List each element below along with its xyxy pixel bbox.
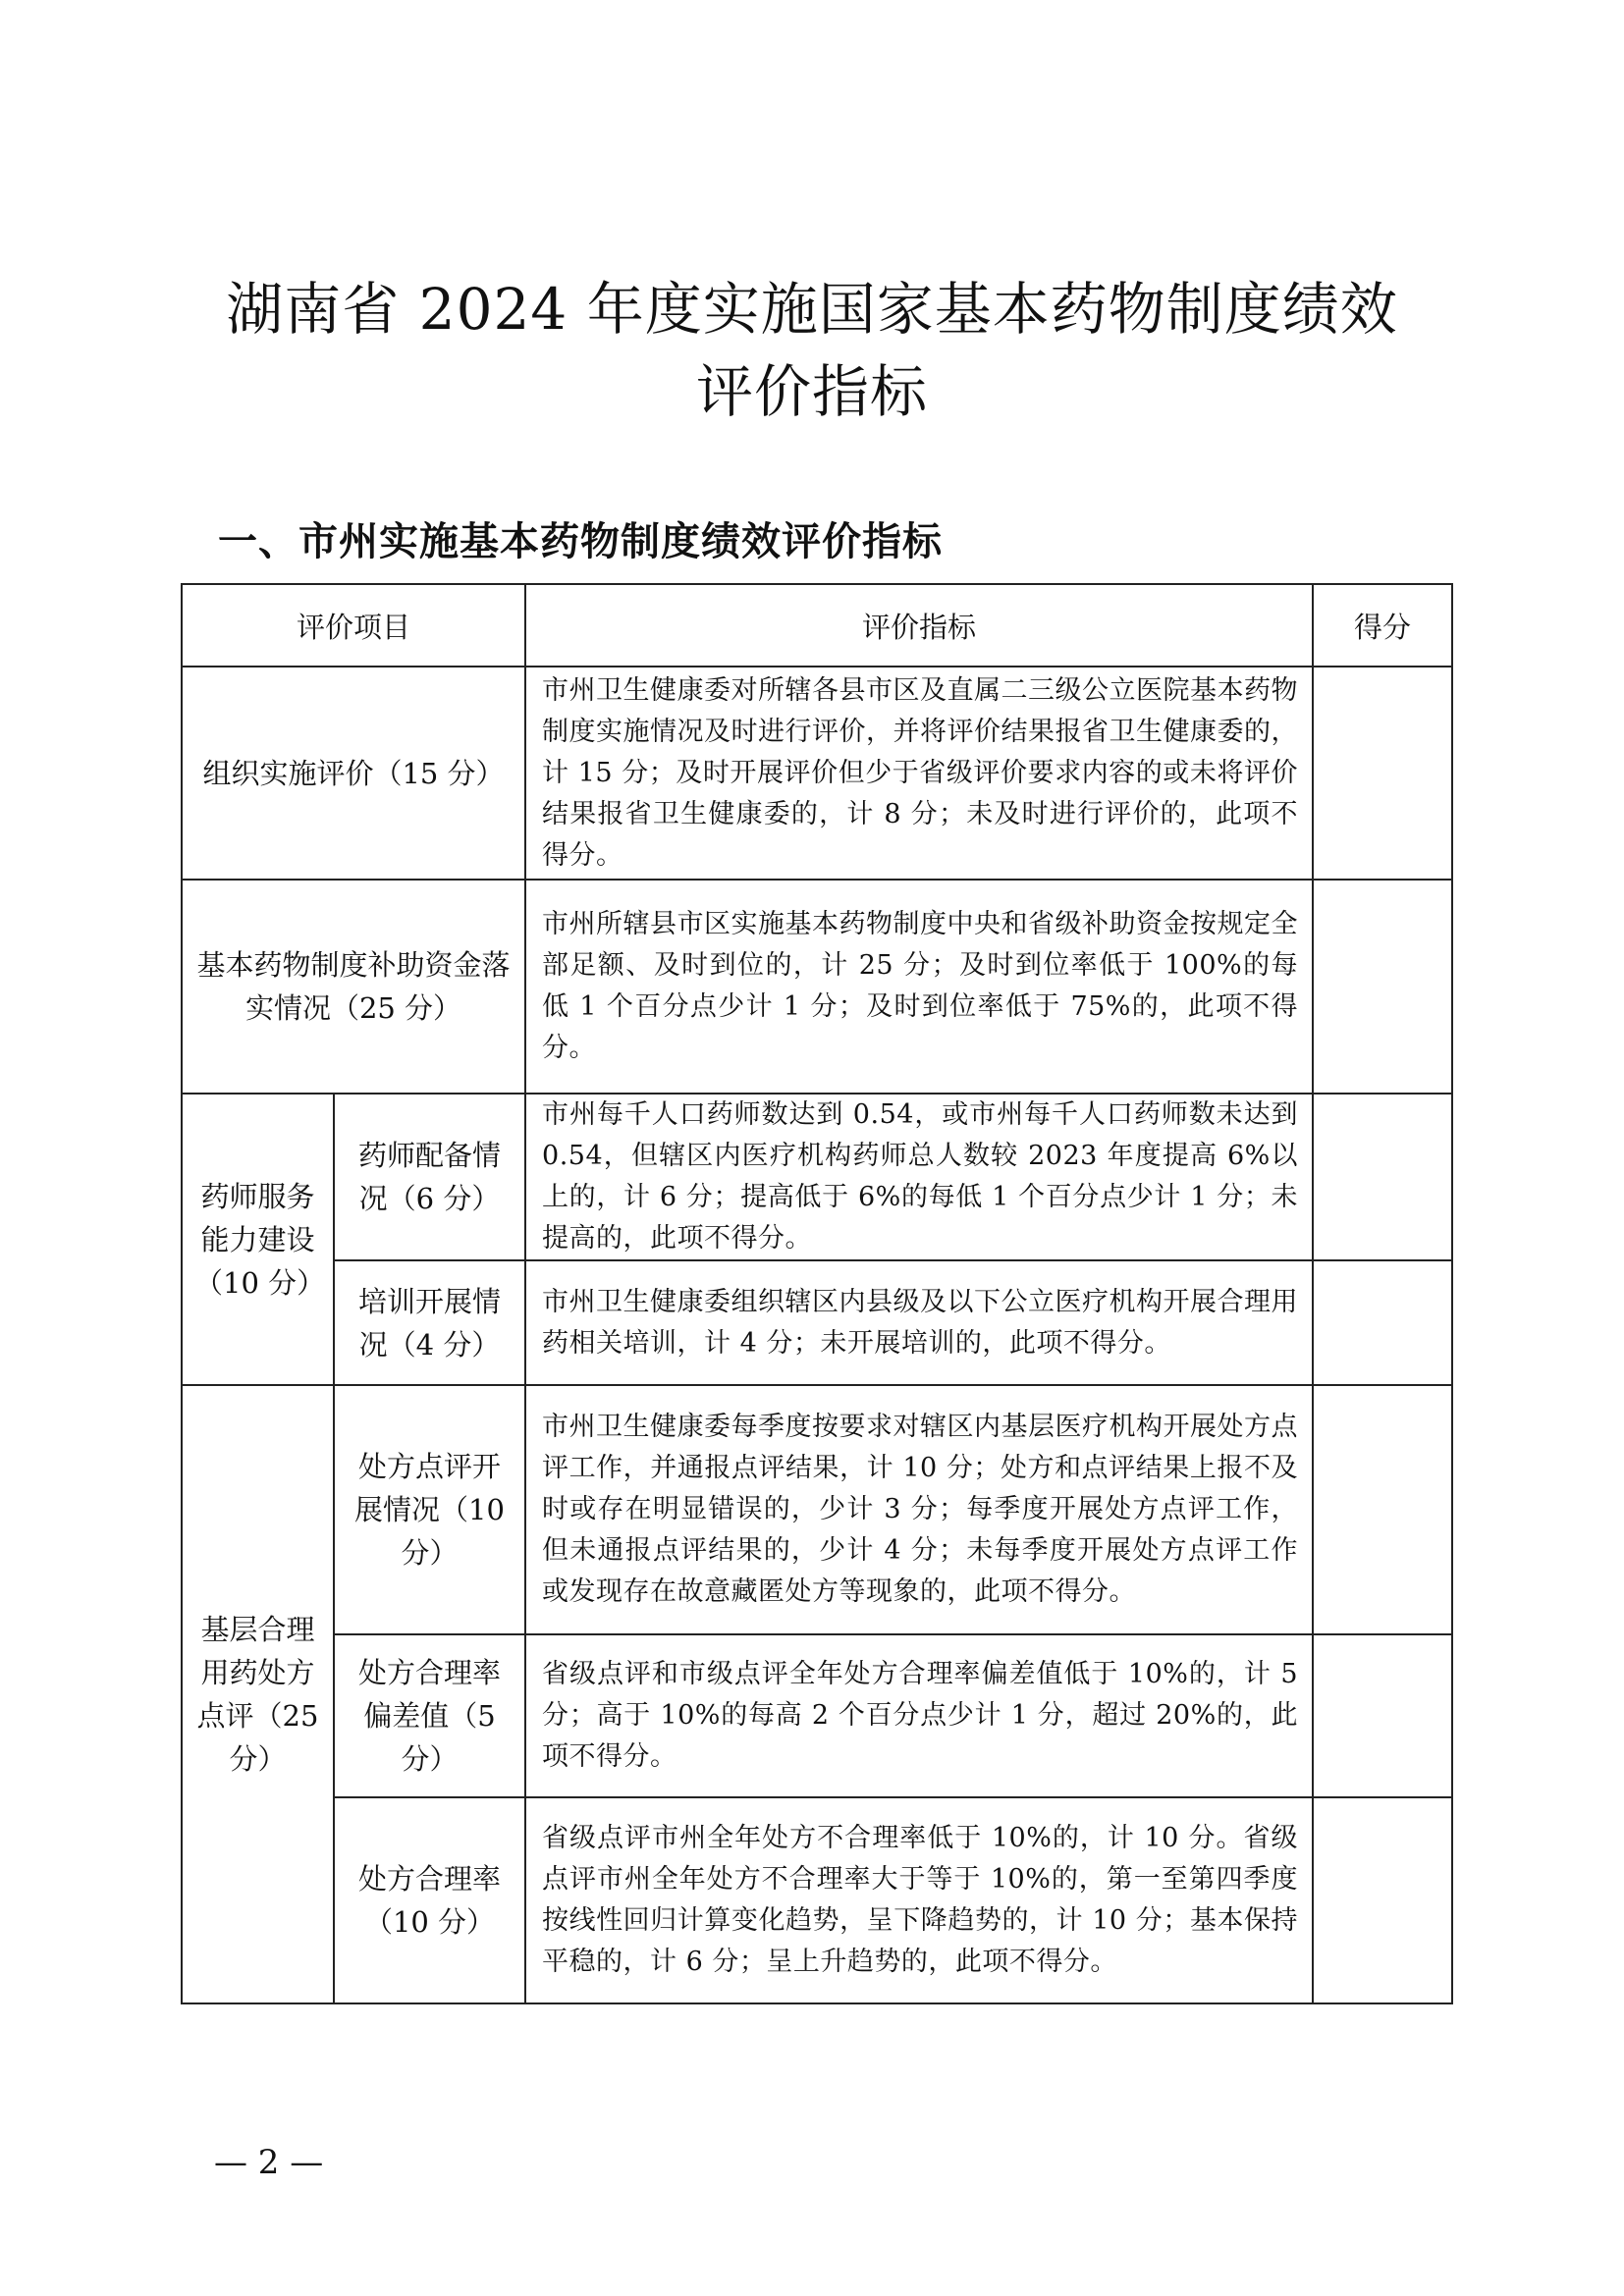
- header-score: 得分: [1313, 584, 1452, 667]
- category-cell: 组织实施评价（15 分）: [182, 667, 525, 880]
- indicator-cell: 市州所辖县市区实施基本药物制度中央和省级补助资金按规定全部足额、及时到位的，计 25 分；及时到位率低于 100%的每低 1 个百分点少计 1 分；及时到位率低于 75%的，此项不得分。: [525, 880, 1313, 1094]
- indicator-cell: 省级点评和市级点评全年处方合理率偏差值低于 10%的，计 5 分；高于 10%的每高 2 个百分点少计 1 分，超过 20%的，此项不得分。: [525, 1634, 1313, 1797]
- table-row: [182, 667, 1452, 880]
- evaluation-table: [181, 583, 1453, 2004]
- header-indicator: 评价指标: [525, 584, 1313, 667]
- group-category-cell: 基层合理用药处方点评（25 分）: [182, 1385, 334, 2003]
- score-cell: [1313, 880, 1452, 1094]
- indicator-cell: 省级点评市州全年处方不合理率低于 10%的，计 10 分。省级点评市州全年处方不合理率大于等于 10%的，第一至第四季度按线性回归计算变化趋势，呈下降趋势的，计 10 分；基本保持平稳的，计 6 分；呈上升趋势的，此项不得分。: [525, 1797, 1313, 2003]
- indicator-cell: 市州每千人口药师数达到 0.54，或市州每千人口药师数未达到 0.54，但辖区内医疗机构药师总人数较 2023 年度提高 6%以上的，计 6 分；提高低于 6%的每低 1 个百分点少计 1 分；未提高的，此项不得分。: [525, 1094, 1313, 1260]
- section-heading: 一、市州实施基本药物制度绩效评价指标: [218, 519, 943, 564]
- table-header-row: [182, 584, 1452, 667]
- indicator-cell: 市州卫生健康委每季度按要求对辖区内基层医疗机构开展处方点评工作，并通报点评结果，计 10 分；处方和点评结果上报不及时或存在明显错误的，少计 3 分；每季度开展处方点评工作，但未通报点评结果的，少计 4 分；未每季度开展处方点评工作或发现存在故意藏匿处方等现象的，此项不得分。: [525, 1385, 1313, 1634]
- table-row: [182, 1385, 1452, 1634]
- header-item: 评价项目: [182, 584, 525, 667]
- indicator-cell: 市州卫生健康委组织辖区内县级及以下公立医疗机构开展合理用药相关培训，计 4 分；未开展培训的，此项不得分。: [525, 1260, 1313, 1385]
- table-row: [182, 1634, 1452, 1797]
- subcategory-cell: 药师配备情况（6 分）: [334, 1094, 525, 1260]
- score-cell: [1313, 1094, 1452, 1260]
- subcategory-cell: 处方点评开展情况（10 分）: [334, 1385, 525, 1634]
- document-title-line1: 湖南省 2024 年度实施国家基本药物制度绩效: [226, 276, 1398, 343]
- indicator-cell: 市州卫生健康委对所辖各县市区及直属二三级公立医院基本药物制度实施情况及时进行评价，并将评价结果报省卫生健康委的，计 15 分；及时开展评价但少于省级评价要求内容的或未将评价结果报省卫生健康委的，计 8 分；未及时进行评价的，此项不得分。: [525, 667, 1313, 880]
- page-number: — 2 —: [214, 2143, 324, 2182]
- subcategory-cell: 处方合理率（10 分）: [334, 1797, 525, 2003]
- subcategory-cell: 处方合理率偏差值（5 分）: [334, 1634, 525, 1797]
- score-cell: [1313, 1634, 1452, 1797]
- category-cell: 基本药物制度补助资金落实情况（25 分）: [182, 880, 525, 1094]
- table-row: [182, 880, 1452, 1094]
- table-row: [182, 1094, 1452, 1260]
- table-row: [182, 1797, 1452, 2003]
- table-row: [182, 1260, 1452, 1385]
- score-cell: [1313, 1385, 1452, 1634]
- group-category-cell: 药师服务能力建设（10 分）: [182, 1094, 334, 1385]
- score-cell: [1313, 1797, 1452, 2003]
- score-cell: [1313, 667, 1452, 880]
- document-title-line2: 评价指标: [695, 358, 928, 425]
- subcategory-cell: 培训开展情况（4 分）: [334, 1260, 525, 1385]
- score-cell: [1313, 1260, 1452, 1385]
